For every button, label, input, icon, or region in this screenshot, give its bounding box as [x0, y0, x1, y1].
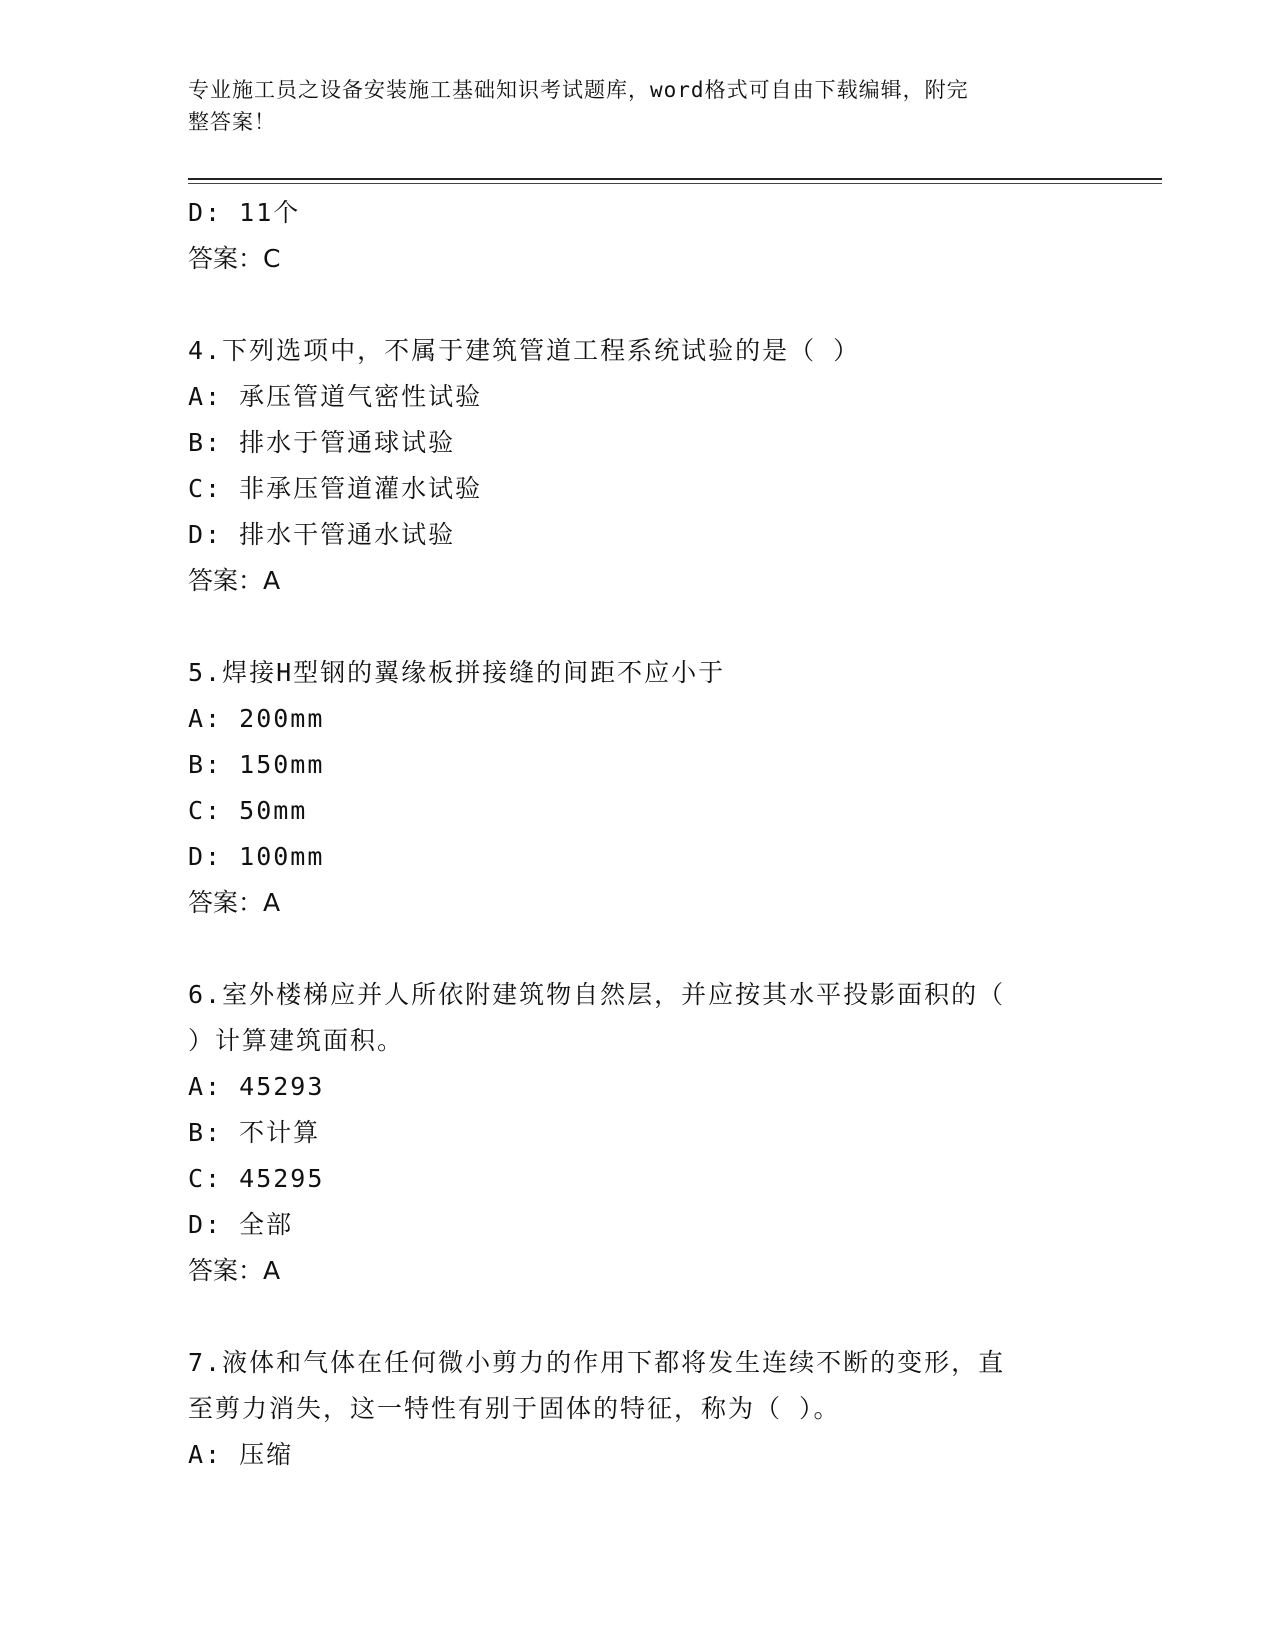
spacer — [188, 926, 1088, 972]
header-line-1: 专业施工员之设备安装施工基础知识考试题库，word格式可自由下载编辑，附完 — [188, 78, 969, 102]
question-list — [188, 190, 1088, 1478]
answer-line: 答案：A — [188, 1256, 281, 1285]
question-text-continued: 至剪力消失，这一特性有别于固体的特征，称为（ ）。 — [188, 1394, 841, 1423]
question-text: 6.室外楼梯应并人所依附建筑物自然层，并应按其水平投影面积的（ — [188, 980, 1006, 1009]
option-a: A: 45293 — [188, 1072, 325, 1101]
option-b: B: 排水于管通球试验 — [188, 428, 456, 457]
question-item — [188, 1340, 1088, 1478]
option-c: C: 非承压管道灌水试验 — [188, 474, 483, 503]
document-header — [188, 74, 1078, 138]
header-divider-thin — [188, 183, 1162, 184]
option-b: B: 不计算 — [188, 1118, 321, 1147]
option-c: C: 45295 — [188, 1164, 325, 1193]
question-text: 4.下列选项中，不属于建筑管道工程系统试验的是（ ） — [188, 336, 861, 365]
option-c: C: 50mm — [188, 796, 308, 825]
answer-line: 答案：A — [188, 566, 281, 595]
header-line-2: 整答案！ — [188, 110, 276, 134]
option-a: A: 压缩 — [188, 1440, 294, 1469]
question-text: 7.液体和气体在任何微小剪力的作用下都将发生连续不断的变形，直 — [188, 1348, 1006, 1377]
option-a: A: 200mm — [188, 704, 325, 733]
answer-line: 答案：C — [188, 244, 281, 273]
option-b: B: 150mm — [188, 750, 325, 779]
question-item — [188, 650, 1088, 926]
option-d: D: 100mm — [188, 842, 325, 871]
question-item — [188, 328, 1088, 604]
question-text-continued: ）计算建筑面积。 — [188, 1026, 405, 1055]
spacer — [188, 1294, 1088, 1340]
answer-line: 答案：A — [188, 888, 281, 917]
spacer — [188, 282, 1088, 328]
option-d: D: 排水干管通水试验 — [188, 520, 456, 549]
option-d: D: 全部 — [188, 1210, 294, 1239]
spacer — [188, 604, 1088, 650]
option-a: A: 承压管道气密性试验 — [188, 382, 483, 411]
header-divider-thick — [188, 178, 1162, 180]
question-text: 5.焊接H型钢的翼缘板拼接缝的间距不应小于 — [188, 658, 726, 687]
question-item — [188, 972, 1088, 1294]
option-d: D: 11个 — [188, 198, 301, 227]
